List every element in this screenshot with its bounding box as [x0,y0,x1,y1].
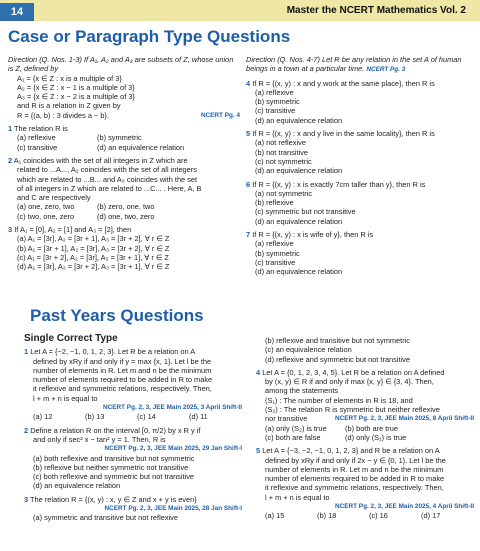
option: (a) reflexive [255,87,294,97]
right-column-past: (b) reflexive and transitive but not symmetric (c) an equivalence relation (d) reflexive and symmetric but not transitive 4 Let A = {0, 1, 2, 3, 4, 5}. Let R be a relation on A defined by (x, y) ∈ R if and only if max {x, y} ∈ {3, 4}. Then, among the statements (S₁) : The number of elements in R is 18, and (S₂) : The relation R is symmetric but neither reflexive nor transitive NCERT Pg. 2, 3, JEE Main 2025, 8 April Shift-II (a) only (S₂) is true (b) both are true (c) both are false (d) only (S₁) is true 5 Let A = {−3, −2, −1, 0, 1, 2, 3} and R be a relation on A defined by xRy if and only if 2x − y ∈ {0, 1}. Let l be the number of elements in R. Let m and n be the minimum number of elements required to be added in R to make it reflexive and symmetric relations, respectively. Then, l + m + n is equal to NCERT Pg. 2, 3, JEE Main 2025, 4 April Shift-II (a) 15 (b) 18 (c) 16 (d) 17 [256,336,474,521]
option: (b) 13 [85,412,105,422]
option: (c) symmetric but not transitive [255,207,356,217]
option: (d) an equivalence relation [33,481,121,491]
question-2: 2 A₁ coincides with the set of all integers in Z which are [8,155,188,165]
running-header-bar [0,0,480,21]
option: (c) transitive [17,142,58,152]
statement-s1: (S₁) : The number of elements in R is 18, and [265,395,413,405]
option: (b) both are true [345,423,398,433]
option: (c) A₁ = [3r + 2], A₂ = [3r], A₃ = [3r + 1], ∀ r ∈ Z [17,252,169,262]
def-a1: A₁ = {x ∈ Z : x is a multiple of 3} [17,73,122,83]
section-title-past-years: Past Years Questions [30,306,204,325]
ncert-ref: NCERT Pg. 2, 3, JEE Main 2025, 3 April Shift-II [103,404,242,412]
option: (a) not reflexive [255,138,306,148]
subsection-title: Single Correct Type [24,333,118,344]
question-7: 7 If R = {(x, y) : x is wife of y}, then R is [246,230,374,240]
option: (d) reflexive and symmetric but not transitive [265,354,410,364]
option: (d) 11 [189,412,208,422]
question-5: 5 If R = {(x, y) : x and y live in the same locality}, then R is [246,129,435,139]
option: (a) A₁ = [3r], A₂ = [3r + 1], A₃ = [3r + 2], ∀ r ∈ Z [17,234,170,244]
option: (c) both reflexive and symmetric but not transitive [33,472,195,482]
option: (d) only (S₁) is true [345,432,407,442]
page-number: 14 [0,3,34,21]
option: (a) 12 [33,412,53,422]
question-4: 4 If R = {(x, y) : x and y work at the same place}, then R is [246,78,435,88]
option: (b) symmetric [255,97,300,107]
option: (d) an equivalence relation [255,166,343,176]
option: (b) symmetric [255,248,300,258]
pyq-3: 3 The relation R = {(x, y) : x, y ∈ Z and x + y is even} [24,494,197,504]
option: (a) both reflexive and transitive but not symmetric [33,453,195,463]
def-r: R = {(a, b) : 3 divides a − b}. NCERT Pg. 4 [17,110,240,120]
question-1: 1 The relation R is [8,124,68,134]
option: (a) only (S₂) is true [265,423,327,433]
pyq-5: 5 Let A = {−3, −2, −1, 0, 1, 2, 3} and R be a relation on A [256,446,440,456]
ncert-ref: NCERT Pg. 4 [200,111,240,119]
pyq-1: 1 Let A = {−2, −1, 0, 1, 2, 3}. Let R be a relation on A [24,347,196,357]
right-column-case [246,55,472,277]
option: (c) transitive [255,106,296,116]
option: (d) an equivalence relation [255,267,343,277]
option: (b) not transitive [255,147,308,157]
option: (a) reflexive [17,133,56,143]
ncert-ref: NCERT Pg. 2, 3, JEE Main 2025, 29 Jan Shift-I [104,445,242,453]
def-a2: A₂ = {x ∈ Z : x − 1 is a multiple of 3} [17,82,135,92]
question-3: 3 If A₁ = [0], A₂ = [1] and A₃ = [2], then [8,225,132,235]
option: (d) A₁ = [3r], A₂ = [3r + 2], A₃ = [3r + 1], ∀ r ∈ Z [17,262,170,272]
statement-s2: (S₂) : The relation R is symmetric but neither reflexive [265,405,440,415]
option: (c) an equivalence relation [265,345,352,355]
question-6: 6 If R = {(x, y) : x is exactly 7cm taller than y}, then R is [246,179,426,189]
option: (d) an equivalence relation [97,142,185,152]
ncert-ref: NCERT Pg. 2, 3, JEE Main 2025, 28 Jan Shift-I [104,505,242,513]
pyq-4: 4 Let A = {0, 1, 2, 3, 4, 5}. Let R be a relation on A defined [256,367,445,377]
direction-4-7: Direction (Q. Nos. 4-7) Let R be any relation in the set A of human beings in a town at a particular time. NCERT Pg. 3 [246,55,462,74]
option: (b) A₁ = [3r + 1], A₂ = [3r], A₃ = [3r + 2], ∀ r ∈ Z [17,243,170,253]
def-r-intro: and R is a relation in Z given by [17,101,121,111]
ncert-ref: NCERT Pg. 2, 3, JEE Main 2025, 8 April Shift-II [335,415,474,423]
ncert-ref: NCERT Pg. 3 [366,66,406,74]
option: (c) both are false [265,432,321,442]
option: (b) zero, one, two [97,202,155,212]
pyq-2: 2 Define a relation R on the interval [0, π/2) by x R y if [24,425,201,435]
left-column-past: Single Correct Type 1 Let A = {−2, −1, 0, 1, 2, 3}. Let R be a relation on A defined by xRy if and only if y = max {x, 1}. Let l be the number of elements in R. Let m and n be the minimum number of elements required to be added in R to make it reflexive and symmetric relations, respectively. Then, l + m + n is equal to NCERT Pg. 2, 3, JEE Main 2025, 3 April Shift-II (a) 12 (b) 13 (c) 14 (d) 11 2 Define a relation R on the interval [0, π/2) by x R y if and only if sec² x − tan² y = 1. Then, R is NCERT Pg. 2, 3, JEE Main 2025, 29 Jan Shift-I (a) both reflexive and transitive but not symmetric (b) reflexive but neither symmetric not transitive (c) both reflexive and symmetric but not transitive (d) an equivalence relation 3 The relation R = {(x, y) : x, y ∈ Z and x + y is even} NCERT Pg. 2, 3, JEE Main 2025, 28 Jan Shift-I (a) symmetric and transitive but not reflexive [24,333,242,523]
option: (d) one, two, zero [97,211,155,221]
def-a3: A₃ = {x ∈ Z : x − 2 is a multiple of 3} [17,92,135,102]
option: (b) reflexive but neither symmetric not transitive [33,462,189,472]
section-title-case: Case or Paragraph Type Questions [8,27,291,46]
option: (d) an equivalence relation [255,115,343,125]
option: (b) 18 [317,511,337,521]
option: (c) 16 [369,511,388,521]
option: (b) symmetric [97,133,142,143]
option: (b) reflexive and transitive but not symmetric [265,336,410,345]
option: (d) 17 [421,511,441,521]
option: (a) 15 [265,511,285,521]
option: (a) not symmetric [255,188,313,198]
ncert-ref: NCERT Pg. 2, 3, JEE Main 2025, 4 April Shift-II [335,503,474,511]
option: (c) transitive [255,257,296,267]
option: (b) reflexive [255,198,294,208]
option: (a) symmetric and transitive but not reflexive [33,513,178,523]
option: (d) an equivalence relation [255,216,343,226]
option: (a) reflexive [255,239,294,249]
option: (c) 14 [137,412,156,422]
option: (a) one, zero, two [17,202,75,212]
option: (c) two, one, zero [17,211,75,221]
direction-1-3: Direction (Q. Nos. 1-3) If A₁, A₂ and A₃ are subsets of Z, whose union is Z, defined by [8,55,234,74]
option: (c) not symmetric [255,156,312,166]
running-title: Master the NCERT Mathematics Vol. 2 [286,5,466,16]
left-column-case: Direction (Q. Nos. 1-3) If A₁, A₂ and A₃ are subsets of Z, whose union is Z, defined by A₁ = {x ∈ Z : x is a multiple of 3} A₂ = {x ∈ Z : x − 1 is a multiple of 3} A₃ = {x ∈ Z : x − 2 is a multiple of 3} and R is a relation in Z given by R = {(a, b) : 3 divides a − b}. NCERT Pg. 4 1 The relation R is (a) reflexive (b) symmetric (c) transitive (d) an equivalence relation 2 A₁ coincides with the set of all integers in Z which are related to ...A..., A₂ coincides with the set of all integers which are related to ...B... and A₃ coincides with the set of all integers in Z which are related to ...C... . Here, A, B and C are respectively (a) one, zero, two (b) zero, one, two (c) two, one, zero (d) one, two, zero 3 If A₁ = [0], A₂ = [1] and A₃ = [2], then (a) A₁ = [3r], A₂ = [3r + 1], A₃ = [3r + 2], ∀ r ∈ Z (b) A₁ = [3r + 1], A₂ = [3r], A₃ = [3r + 2], ∀ r ∈ Z (c) A₁ = [3r + 2], A₂ = [3r], A₃ = [3r + 1], ∀ r ∈ Z (d) A₁ = [3r], A₂ = [3r + 2], A₃ = [3r + 1], ∀ r ∈ Z [8,55,240,272]
